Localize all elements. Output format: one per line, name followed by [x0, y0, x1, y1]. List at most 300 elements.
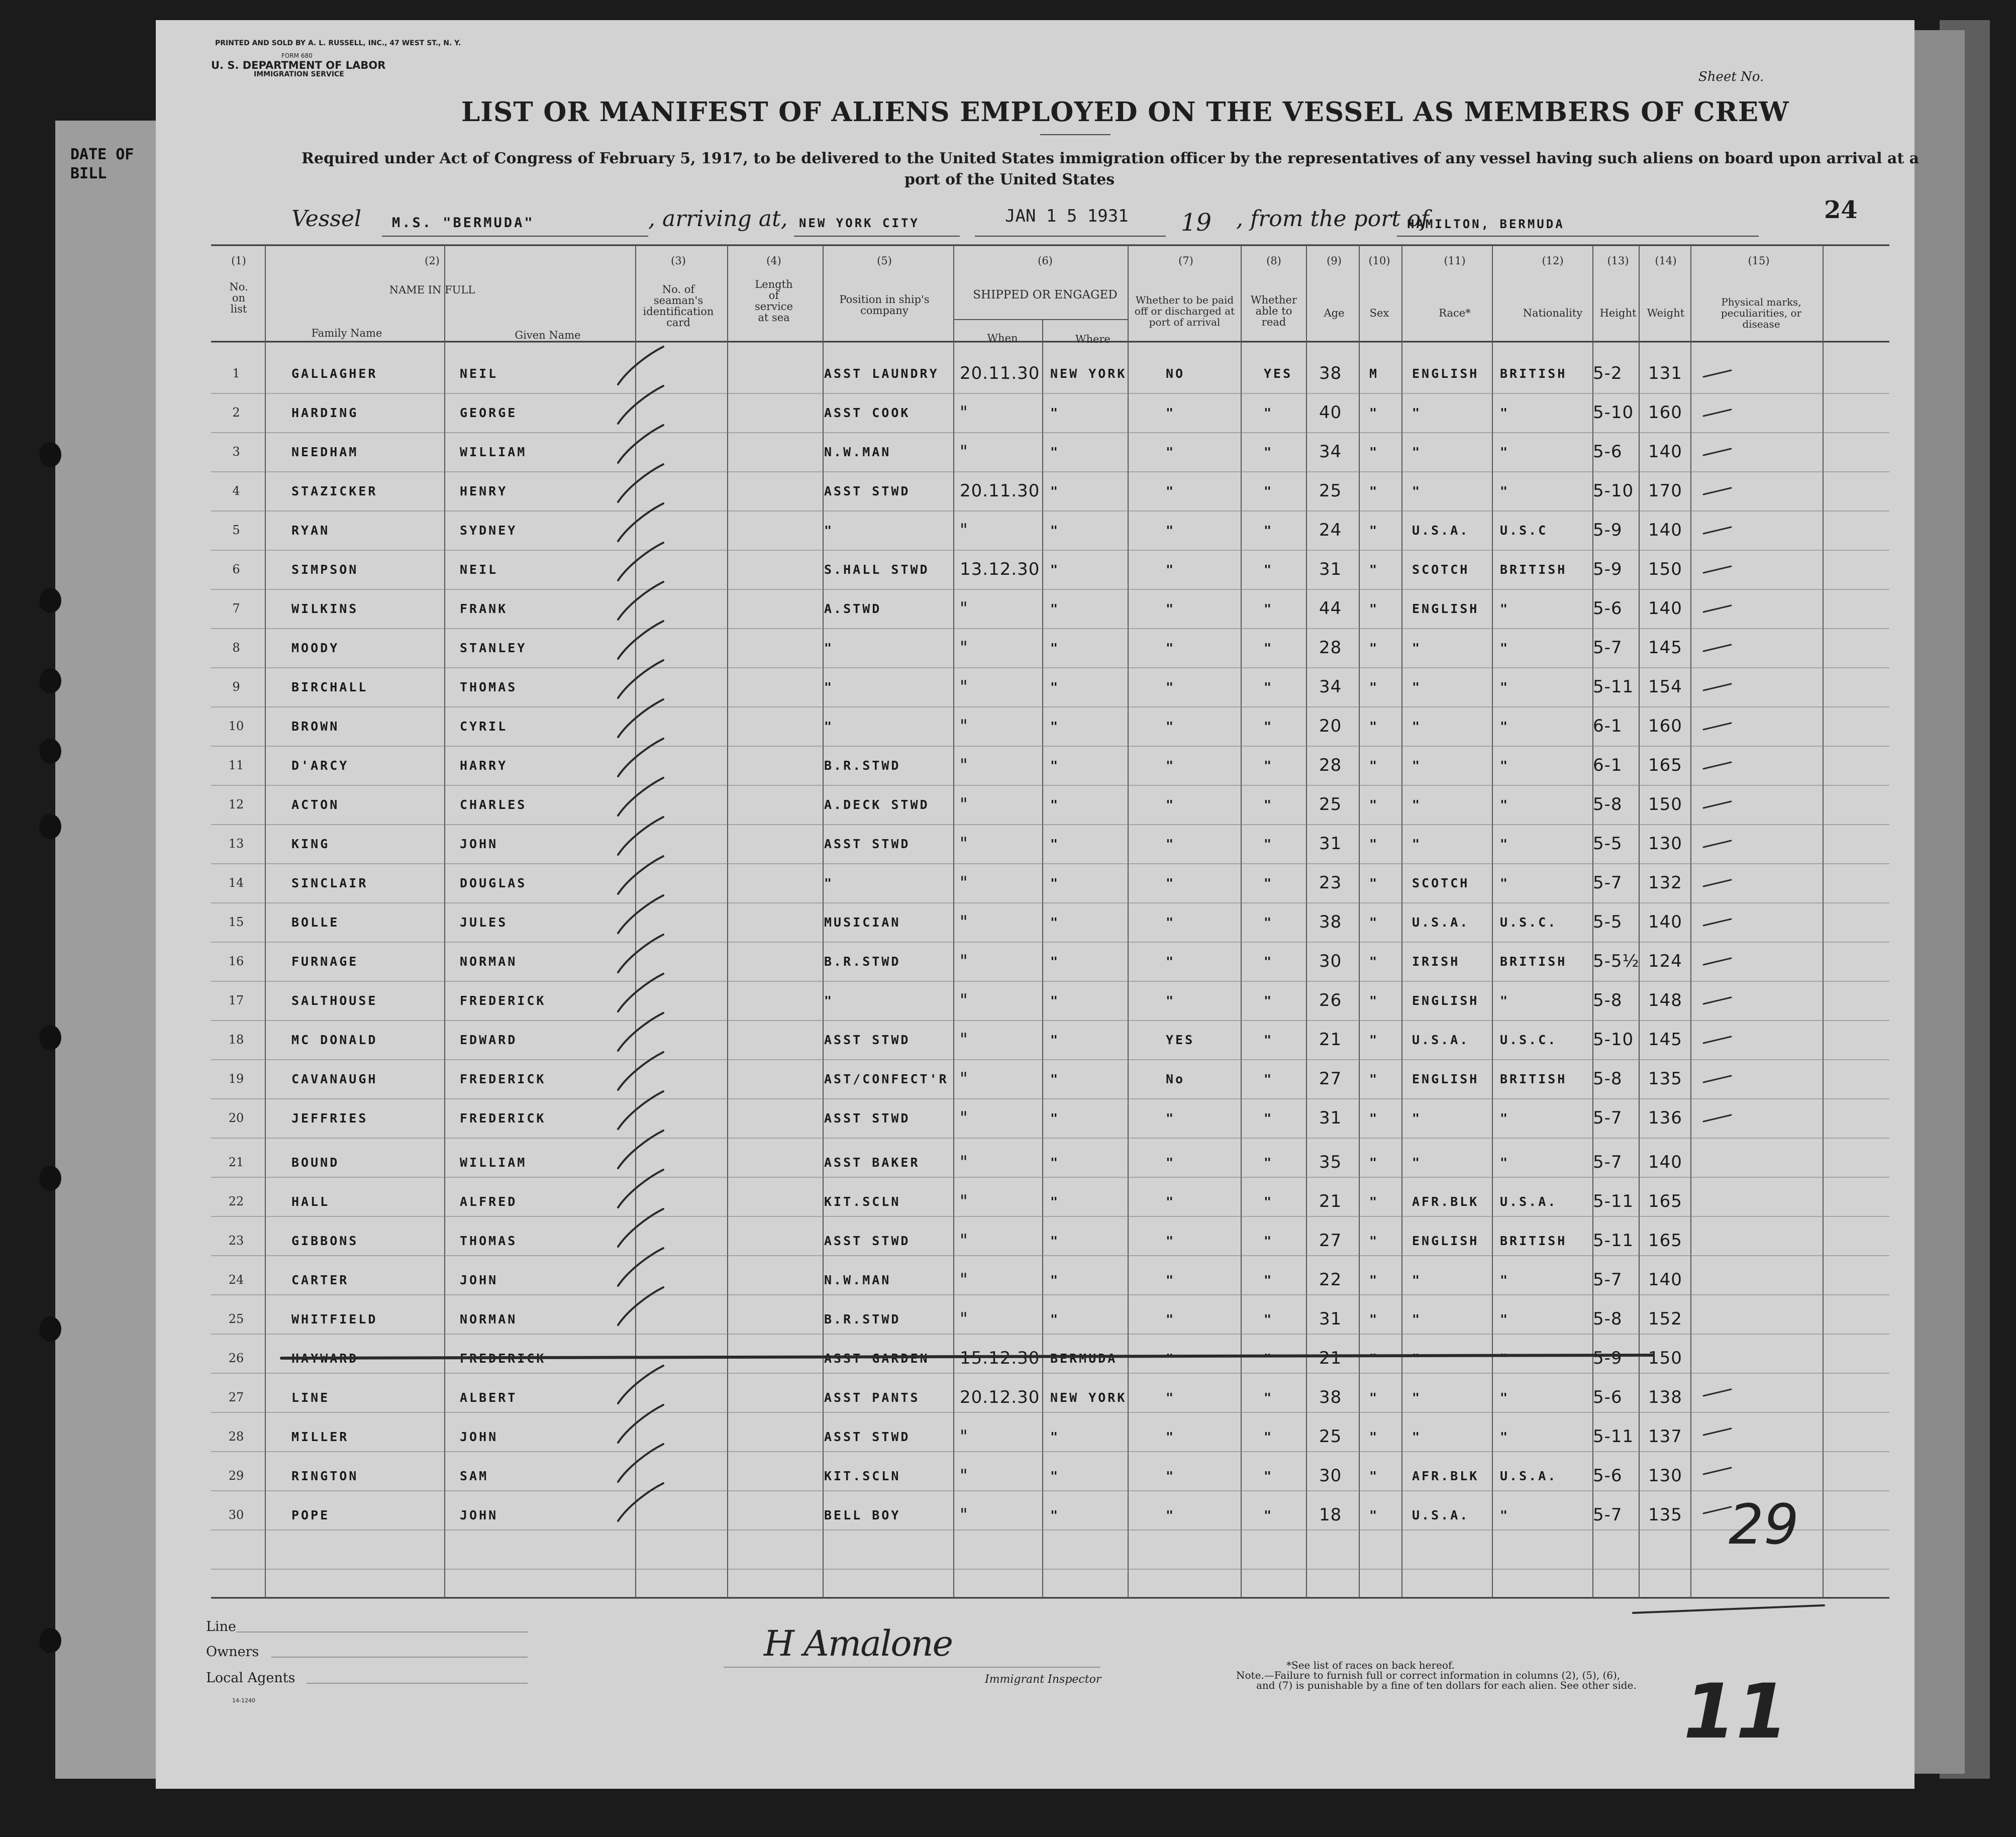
age: 25 — [1319, 481, 1342, 501]
position: ASST GARDEN — [824, 1351, 930, 1366]
able-to-read: " — [1264, 1072, 1274, 1086]
able-to-read: " — [1264, 484, 1274, 498]
given-name: ALBERT — [460, 1390, 518, 1405]
weight: 130 — [1648, 1466, 1682, 1486]
height: 5-7 — [1593, 1108, 1623, 1128]
sex: " — [1369, 1390, 1379, 1405]
position: ASST STWD — [824, 1234, 911, 1248]
able-to-read: " — [1264, 445, 1274, 459]
height: 5-9 — [1593, 559, 1623, 579]
position: AST/CONFECT'R — [824, 1072, 949, 1086]
row-number: 30 — [228, 1508, 244, 1522]
paid-off: " — [1166, 1234, 1176, 1248]
row-number: 26 — [228, 1351, 244, 1365]
able-to-read: " — [1264, 641, 1274, 655]
shipped-where: NEW YORK — [1050, 366, 1127, 381]
able-to-read: " — [1264, 1155, 1274, 1170]
family-name: GIBBONS — [291, 1234, 359, 1248]
paid-off: " — [1166, 719, 1176, 734]
check-mark — [618, 935, 663, 972]
dash-mark — [1703, 762, 1731, 769]
col13-number: (13) — [1607, 255, 1629, 267]
paid-off: " — [1166, 1312, 1176, 1326]
nationality: " — [1500, 601, 1510, 616]
race: IRISH — [1412, 954, 1460, 969]
given-name: SYDNEY — [460, 523, 518, 538]
age: 38 — [1319, 363, 1342, 383]
shipped-where: " — [1050, 915, 1060, 930]
weight: 160 — [1648, 716, 1682, 736]
dash-mark — [1703, 645, 1731, 651]
shipped-when: " — [960, 1069, 968, 1089]
check-mark — [618, 699, 663, 737]
row-number: 6 — [232, 562, 240, 576]
height: 5-7 — [1593, 1270, 1623, 1290]
weight-header: Weight — [1647, 307, 1685, 319]
shipped-when: " — [960, 873, 968, 893]
weight: 148 — [1648, 990, 1682, 1010]
shipped-where: " — [1050, 1469, 1060, 1483]
height: 5-10 — [1593, 402, 1634, 423]
shipped-when: " — [960, 1152, 968, 1172]
age: 25 — [1319, 1426, 1342, 1447]
shipped-where: " — [1050, 876, 1060, 890]
row-number: 5 — [232, 523, 240, 537]
sex: " — [1369, 562, 1379, 577]
shipped-when: " — [960, 1030, 968, 1050]
shipped-when: 20.12.30 — [960, 1387, 1040, 1407]
weight: 138 — [1648, 1387, 1682, 1407]
paid-off: " — [1166, 1469, 1176, 1483]
col12-number: (12) — [1542, 255, 1564, 267]
shipped-when: " — [960, 1108, 968, 1128]
nationality: " — [1500, 1430, 1510, 1444]
family-name: WILKINS — [291, 601, 359, 616]
year-label: 19 — [1181, 209, 1212, 237]
check-mark — [618, 895, 663, 933]
weight: 152 — [1648, 1309, 1682, 1329]
page-number: 24 — [1824, 196, 1858, 224]
given-name: ALFRED — [460, 1194, 518, 1209]
given-name: HARRY — [460, 758, 508, 773]
weight: 150 — [1648, 1348, 1682, 1368]
sex: " — [1369, 876, 1379, 890]
sex: " — [1369, 954, 1379, 969]
col7-header: Whether to be paid off or discharged at port of arrival — [1134, 294, 1235, 328]
position: A.STWD — [824, 601, 882, 616]
shipped-where: " — [1050, 758, 1060, 773]
tally-underline — [1633, 1605, 1824, 1613]
owners-label: Owners — [206, 1644, 259, 1660]
dash-mark — [1703, 880, 1731, 886]
sex: " — [1369, 641, 1379, 655]
paid-off: " — [1166, 484, 1176, 498]
sex: " — [1369, 915, 1379, 930]
shipped-when: " — [960, 990, 968, 1010]
race: SCOTCH — [1412, 876, 1470, 890]
shipped-where: " — [1050, 1234, 1060, 1248]
nationality: " — [1500, 1390, 1510, 1405]
sex: " — [1369, 1155, 1379, 1170]
dash-mark — [1703, 841, 1731, 847]
paid-off: " — [1166, 445, 1176, 459]
row-number: 3 — [232, 445, 240, 459]
department: U. S. DEPARTMENT OF LABOR — [211, 59, 386, 71]
given-name: NORMAN — [460, 954, 518, 969]
age: 28 — [1319, 755, 1342, 775]
check-mark — [618, 425, 663, 463]
position: " — [824, 680, 834, 694]
age: 21 — [1319, 1348, 1342, 1368]
age: 35 — [1319, 1152, 1342, 1172]
able-to-read: " — [1264, 1390, 1274, 1405]
footer-note: *See list of races on back hereof. — [1286, 1659, 1455, 1671]
sex: " — [1369, 758, 1379, 773]
given-name: JULES — [460, 915, 508, 930]
weight: 140 — [1648, 912, 1682, 932]
family-name: MC DONALD — [291, 1033, 378, 1047]
col4-number: (4) — [766, 255, 781, 267]
check-mark — [618, 1287, 663, 1325]
shipped-where: " — [1050, 1194, 1060, 1209]
given-name: FREDERICK — [460, 1351, 546, 1366]
dash-mark — [1703, 1428, 1731, 1435]
check-mark — [618, 739, 663, 776]
tally-mark: 29 — [1729, 1492, 1799, 1557]
subtitle: Required under Act of Congress of February 5, 1917, to be delivered to the United States immigration officer by the representatives of any vessel having such aliens on board upon arrival at a — [301, 150, 1920, 167]
given-name: JOHN — [460, 837, 498, 851]
row-number: 28 — [228, 1430, 244, 1444]
position: ASST STWD — [824, 837, 911, 851]
row-number: 21 — [228, 1155, 244, 1169]
nationality: U.S.A. — [1500, 1469, 1558, 1483]
sex: " — [1369, 601, 1379, 616]
position: ASST COOK — [824, 405, 911, 420]
position: ASST STWD — [824, 1033, 911, 1047]
row-number: 13 — [228, 837, 244, 851]
age: 27 — [1319, 1231, 1342, 1251]
col8-header: Whether able to read — [1251, 294, 1297, 328]
race: " — [1412, 641, 1422, 655]
sex: " — [1369, 1469, 1379, 1483]
able-to-read: " — [1264, 1111, 1274, 1126]
family-name: BROWN — [291, 719, 340, 734]
row-number: 15 — [228, 915, 244, 929]
family-name: FURNAGE — [291, 954, 359, 969]
race: ENGLISH — [1412, 1072, 1479, 1086]
sheet-number-label: Sheet No. — [1698, 69, 1764, 84]
sex: " — [1369, 680, 1379, 694]
weight: 135 — [1648, 1069, 1682, 1089]
able-to-read: " — [1264, 1033, 1274, 1047]
shipped-when: 20.11.30 — [960, 363, 1040, 383]
sex: " — [1369, 797, 1379, 812]
nationality: " — [1500, 876, 1510, 890]
age: 31 — [1319, 559, 1342, 579]
row-number: 12 — [228, 797, 244, 811]
race: " — [1412, 680, 1422, 694]
able-to-read: " — [1264, 837, 1274, 851]
race: U.S.A. — [1412, 915, 1470, 930]
paid-off: " — [1166, 1430, 1176, 1444]
nationality: " — [1500, 1508, 1510, 1522]
check-mark — [618, 1013, 663, 1051]
weight: 145 — [1648, 638, 1682, 658]
shipped-when: " — [960, 1426, 968, 1447]
position: " — [824, 523, 834, 538]
check-mark — [618, 660, 663, 698]
check-mark — [618, 817, 663, 855]
dash-mark — [1703, 1507, 1731, 1513]
family-name: HAYWARD — [291, 1351, 359, 1366]
sex: M — [1369, 366, 1379, 381]
nationality: " — [1500, 1155, 1510, 1170]
sex: " — [1369, 1351, 1379, 1366]
row-number: 25 — [228, 1312, 244, 1326]
vessel-label: Vessel — [291, 206, 362, 232]
position: N.W.MAN — [824, 1273, 891, 1287]
age: 38 — [1319, 1387, 1342, 1407]
paid-off: " — [1166, 562, 1176, 577]
weight: 140 — [1648, 442, 1682, 462]
service: IMMIGRATION SERVICE — [254, 70, 344, 78]
paid-off: " — [1166, 837, 1176, 851]
race: " — [1412, 1155, 1422, 1170]
nationality: " — [1500, 484, 1510, 498]
height: 5-6 — [1593, 442, 1623, 462]
able-to-read: " — [1264, 523, 1274, 538]
shipped-when: " — [960, 1191, 968, 1211]
paid-off: YES — [1166, 1033, 1195, 1047]
age: 31 — [1319, 1108, 1342, 1128]
shipped-when: " — [960, 716, 968, 736]
sex-header: Sex — [1369, 307, 1389, 319]
dash-mark — [1703, 566, 1731, 573]
height: 5-7 — [1593, 1152, 1623, 1172]
family-name: JEFFRIES — [291, 1111, 368, 1126]
height: 5-7 — [1593, 638, 1623, 658]
given-name: JOHN — [460, 1508, 498, 1522]
check-mark — [618, 1131, 663, 1168]
able-to-read: " — [1264, 405, 1274, 420]
row-number: 20 — [228, 1111, 244, 1125]
position: ASST BAKER — [824, 1155, 920, 1170]
age: 20 — [1319, 716, 1342, 736]
family-name: POPE — [291, 1508, 330, 1522]
race: " — [1412, 1390, 1422, 1405]
shipped-when: " — [960, 520, 968, 540]
form-number: FORM 680 — [281, 52, 313, 59]
check-mark — [618, 582, 663, 620]
sex: " — [1369, 1273, 1379, 1287]
nationality: " — [1500, 1351, 1510, 1366]
family-name-header: Family Name — [311, 327, 382, 339]
sex: " — [1369, 1508, 1379, 1522]
shipped-where: BERMUDA — [1050, 1351, 1118, 1366]
race: " — [1412, 797, 1422, 812]
check-mark — [618, 1170, 663, 1207]
race: " — [1412, 445, 1422, 459]
age-header: Age — [1324, 307, 1345, 319]
dash-mark — [1703, 370, 1731, 377]
family-name: CAVANAUGH — [291, 1072, 378, 1086]
row-number: 2 — [232, 405, 240, 420]
nationality: BRITISH — [1500, 1072, 1567, 1086]
family-name: LINE — [291, 1390, 330, 1405]
height: 5-9 — [1593, 520, 1623, 540]
age: 28 — [1319, 638, 1342, 658]
dash-mark — [1703, 801, 1731, 808]
check-mark — [618, 1091, 663, 1129]
sex: " — [1369, 719, 1379, 734]
height: 5-9 — [1593, 1348, 1623, 1368]
shipped-where: " — [1050, 1033, 1060, 1047]
given-name: THOMAS — [460, 1234, 518, 1248]
given-name: FRANK — [460, 601, 508, 616]
paid-off: " — [1166, 641, 1176, 655]
position: N.W.MAN — [824, 445, 891, 459]
race: " — [1412, 1430, 1422, 1444]
position: ASST STWD — [824, 484, 911, 498]
age: 38 — [1319, 912, 1342, 932]
row-number: 24 — [228, 1273, 244, 1287]
able-to-read: " — [1264, 1273, 1274, 1287]
row-number: 4 — [232, 484, 240, 498]
nationality: " — [1500, 680, 1510, 694]
given-name: CYRIL — [460, 719, 508, 734]
check-mark — [618, 1366, 663, 1403]
paid-off: " — [1166, 1155, 1176, 1170]
weight: 165 — [1648, 755, 1682, 775]
race: " — [1412, 1111, 1422, 1126]
weight: 140 — [1648, 598, 1682, 619]
paid-off: " — [1166, 993, 1176, 1008]
age: 34 — [1319, 677, 1342, 697]
race: " — [1412, 405, 1422, 420]
given-name: JOHN — [460, 1273, 498, 1287]
row-number: 7 — [232, 601, 240, 616]
col2-header: NAME IN FULL — [389, 284, 475, 296]
paid-off: " — [1166, 405, 1176, 420]
race: ENGLISH — [1412, 993, 1479, 1008]
race: " — [1412, 758, 1422, 773]
shipped-when: " — [960, 912, 968, 932]
position: KIT.SCLN — [824, 1469, 901, 1483]
position: B.R.STWD — [824, 954, 901, 969]
age: 21 — [1319, 1191, 1342, 1211]
from-label: , from the port of — [1236, 206, 1429, 232]
height: 5-6 — [1593, 598, 1623, 619]
position: ASST STWD — [824, 1430, 911, 1444]
age: 31 — [1319, 834, 1342, 854]
race-header: Race* — [1439, 307, 1471, 319]
position: " — [824, 993, 834, 1008]
row-number: 17 — [228, 993, 244, 1007]
paid-off: " — [1166, 1508, 1176, 1522]
shipped-where: " — [1050, 523, 1060, 538]
race: " — [1412, 484, 1422, 498]
check-mark — [618, 1248, 663, 1286]
nationality: " — [1500, 445, 1510, 459]
given-name: JOHN — [460, 1430, 498, 1444]
vessel-value: M.S. "BERMUDA" — [392, 215, 535, 231]
shipped-where: " — [1050, 1508, 1060, 1522]
check-mark — [618, 464, 663, 502]
shipped-where: " — [1050, 1072, 1060, 1086]
line-label: Line — [206, 1619, 236, 1635]
printer-line: PRINTED AND SOLD BY A. L. RUSSELL, INC., 47 WEST ST., N. Y. — [215, 39, 461, 47]
form-code: 14-1240 — [232, 1697, 255, 1704]
dash-mark — [1703, 1389, 1731, 1396]
check-mark — [618, 1444, 663, 1482]
nationality: " — [1500, 719, 1510, 734]
shipped-when: " — [960, 677, 968, 697]
family-name: NEEDHAM — [291, 445, 359, 459]
able-to-read: " — [1264, 993, 1274, 1008]
age: 25 — [1319, 794, 1342, 814]
check-mark — [618, 543, 663, 580]
row-number: 11 — [228, 758, 244, 772]
age: 40 — [1319, 402, 1342, 423]
paid-off: " — [1166, 1194, 1176, 1209]
height: 5-5½ — [1593, 951, 1640, 971]
dash-mark — [1703, 605, 1731, 612]
check-mark — [618, 386, 663, 424]
shipped-when: " — [960, 638, 968, 658]
height-header: Height — [1599, 307, 1637, 319]
shipped-when: 20.11.30 — [960, 481, 1040, 501]
height: 5-7 — [1593, 873, 1623, 893]
position: A.DECK STWD — [824, 797, 930, 812]
height: 5-11 — [1593, 677, 1634, 697]
race: U.S.A. — [1412, 1508, 1470, 1522]
family-name: SIMPSON — [291, 562, 359, 577]
col7-number: (7) — [1178, 255, 1193, 267]
able-to-read: " — [1264, 758, 1274, 773]
check-mark — [618, 856, 663, 894]
check-mark — [618, 1483, 663, 1521]
row-number: 1 — [232, 366, 240, 380]
row-number: 18 — [228, 1033, 244, 1047]
weight: 140 — [1648, 520, 1682, 540]
weight: 165 — [1648, 1191, 1682, 1211]
family-name: GALLAGHER — [291, 366, 378, 381]
check-mark — [618, 347, 663, 384]
paid-off: " — [1166, 915, 1176, 930]
race: AFR.BLK — [1412, 1469, 1479, 1483]
arriving-label: , arriving at, — [648, 206, 788, 232]
given-name: DOUGLAS — [460, 876, 527, 890]
sex: " — [1369, 405, 1379, 420]
shipped-when: " — [960, 442, 968, 462]
height: 5-7 — [1593, 1505, 1623, 1525]
dash-mark — [1703, 488, 1731, 494]
able-to-read: " — [1264, 1351, 1274, 1366]
shipped-when: " — [960, 794, 968, 814]
col2-number: (2) — [425, 255, 440, 267]
able-to-read: " — [1264, 876, 1274, 890]
height: 5-11 — [1593, 1231, 1634, 1251]
paid-off: " — [1166, 1111, 1176, 1126]
col8-number: (8) — [1266, 255, 1281, 267]
shipped-when: " — [960, 1466, 968, 1486]
arriving-value: NEW YORK CITY — [799, 216, 920, 230]
shipped-when: 15.12.30 — [960, 1348, 1040, 1368]
age: 18 — [1319, 1505, 1342, 1525]
shipped-when: 13.12.30 — [960, 559, 1040, 579]
check-mark — [618, 503, 663, 541]
paid-off: " — [1166, 954, 1176, 969]
